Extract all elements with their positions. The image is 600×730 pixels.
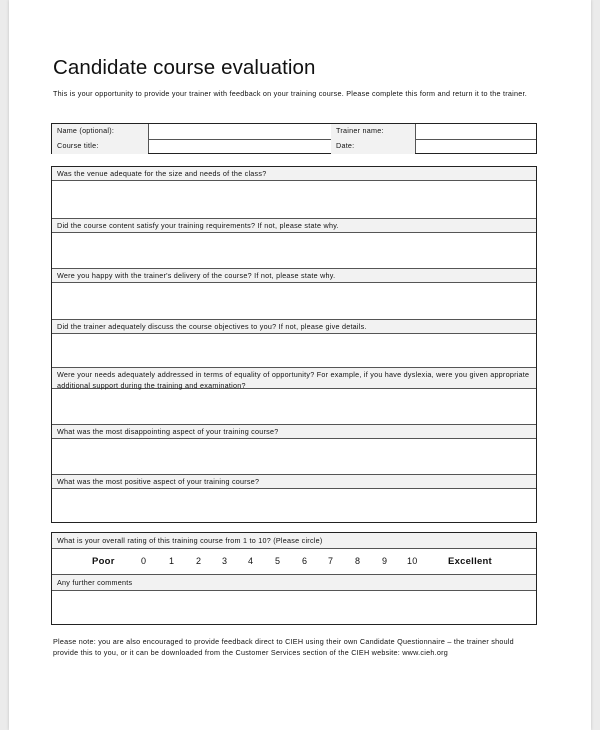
answer-area[interactable] — [52, 181, 536, 218]
question-label: What was the most disappointing aspect of your training course? — [52, 425, 536, 439]
rating-option[interactable]: 0 — [141, 556, 147, 566]
name-label: Name (optional): — [52, 124, 148, 139]
question-label: Were you happy with the trainer's delivery of the course? If not, please state why. — [52, 269, 536, 283]
rating-option[interactable]: 8 — [355, 556, 361, 566]
further-comments-area[interactable] — [52, 591, 536, 624]
question-block — [52, 167, 536, 218]
question-block — [52, 424, 536, 474]
intro-text: This is your opportunity to provide your trainer with feedback on your training course. Please complete this form and return it to the trainer. — [53, 89, 528, 98]
answer-area[interactable] — [52, 334, 536, 367]
question-block — [52, 218, 536, 268]
rating-option[interactable]: 6 — [302, 556, 308, 566]
rating-box — [51, 532, 537, 625]
course-title-field[interactable] — [148, 139, 331, 154]
question-label: Was the venue adequate for the size and needs of the class? — [52, 167, 536, 181]
scale-low-label: Poor — [92, 555, 115, 567]
rating-option[interactable]: 4 — [248, 556, 254, 566]
answer-area[interactable] — [52, 439, 536, 474]
rating-option[interactable]: 7 — [328, 556, 334, 566]
question-label: What was the most positive aspect of your training course? — [52, 475, 536, 489]
rating-option[interactable]: 9 — [382, 556, 388, 566]
rating-option[interactable]: 2 — [196, 556, 202, 566]
question-label: Were your needs adequately addressed in terms of equality of opportunity? For example, if you have dyslexia, were you given appropriate additional support during the training and examination? — [52, 368, 536, 389]
course-title-label: Course title: — [52, 139, 148, 154]
answer-area[interactable] — [52, 233, 536, 268]
trainer-name-label: Trainer name: — [331, 124, 415, 139]
question-block — [52, 474, 536, 522]
date-field[interactable] — [415, 139, 535, 154]
rating-question: What is your overall rating of this training course from 1 to 10? (Please circle) — [52, 533, 536, 549]
question-block — [52, 319, 536, 367]
rating-option[interactable]: 1 — [169, 556, 175, 566]
answer-area[interactable] — [52, 389, 536, 424]
question-label: Did the course content satisfy your training requirements? If not, please state why. — [52, 219, 536, 233]
document-page — [9, 0, 591, 730]
answer-area[interactable] — [52, 283, 536, 319]
question-label: Did the trainer adequately discuss the course objectives to you? If not, please give details. — [52, 320, 536, 334]
questions-box — [51, 166, 537, 523]
scale-high-label: Excellent — [448, 555, 492, 567]
footer-note: Please note: you are also encouraged to provide feedback direct to CIEH using their own Candidate Questionnaire – the trainer should provide this to you, or it can be downloaded from the Customer Services section of the CIEH website: www.cieh.org — [53, 637, 514, 657]
candidate-info-table — [51, 123, 537, 154]
name-field[interactable] — [148, 124, 331, 139]
further-comments-label: Any further comments — [52, 575, 536, 591]
page-title: Candidate course evaluation — [53, 56, 316, 79]
question-block — [52, 268, 536, 319]
trainer-name-field[interactable] — [415, 124, 535, 139]
question-block — [52, 367, 536, 424]
answer-area[interactable] — [52, 489, 536, 522]
date-label: Date: — [331, 139, 415, 154]
rating-option[interactable]: 5 — [275, 556, 281, 566]
rating-scale — [52, 549, 536, 575]
rating-option[interactable]: 3 — [222, 556, 228, 566]
rating-option[interactable]: 10 — [407, 556, 418, 566]
